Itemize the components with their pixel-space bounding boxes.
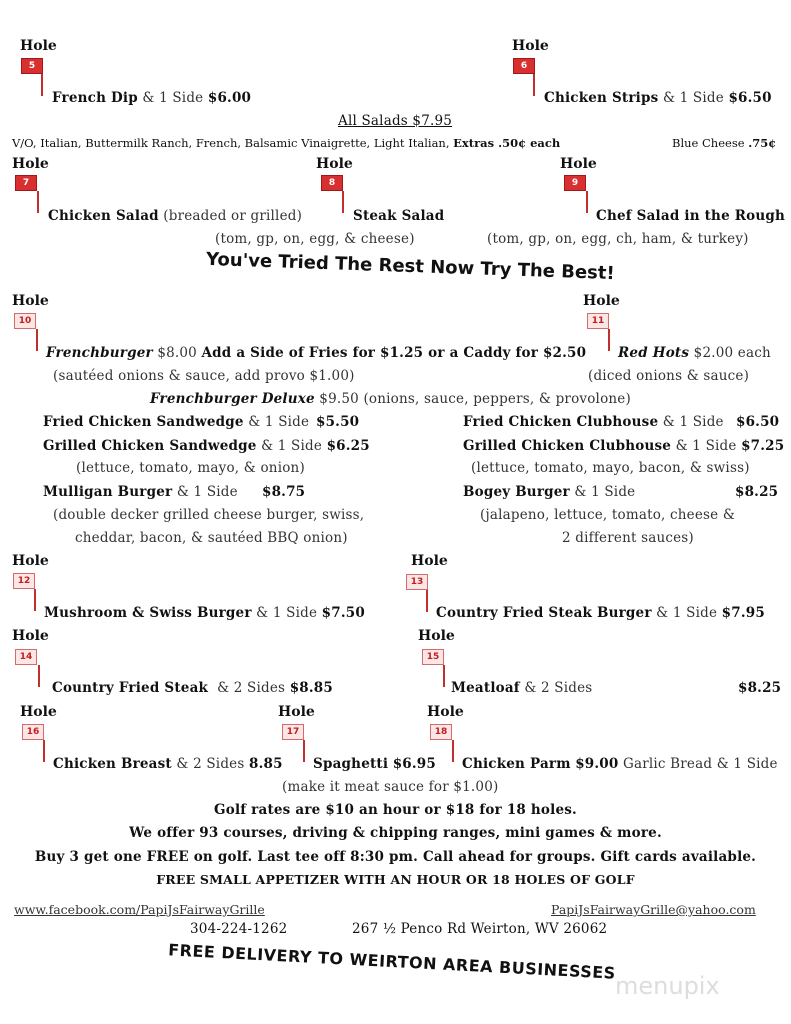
menu-item-fried-chicken-clubhouse: Fried Chicken Clubhouse & 1 Side xyxy=(463,414,724,430)
item-note: (lettuce, tomato, mayo, bacon, & swiss) xyxy=(471,460,750,476)
flag-pole-icon xyxy=(36,329,38,351)
item-note: 2 different sauces) xyxy=(562,530,694,546)
menu-item-chicken-salad: Chicken Salad (breaded or grilled) xyxy=(48,208,303,224)
menu-item-country-fried-steak: Country Fried Steak & 2 Sides $8.85 xyxy=(52,680,333,696)
hole-flag-icon: 14 xyxy=(15,649,37,665)
spaghetti-note: (make it meat sauce for $1.00) xyxy=(282,779,499,795)
item-price: $8.75 xyxy=(262,484,306,500)
hole-flag-icon: 8 xyxy=(321,175,343,191)
item-note: cheddar, bacon, & sautéed BBQ onion) xyxy=(75,530,348,546)
flag-pole-icon xyxy=(452,740,454,762)
hole-flag-icon: 15 xyxy=(422,649,444,665)
facebook-link[interactable]: www.facebook.com/PapiJsFairwayGrille xyxy=(14,902,265,917)
slogan: You've Tried The Rest Now Try The Best! xyxy=(205,248,615,285)
hole-label: Hole xyxy=(427,704,464,720)
hole-label: Hole xyxy=(411,553,448,569)
hole-flag-icon: 16 xyxy=(22,724,44,740)
menu-item-french-dip: French Dip & 1 Side $6.00 xyxy=(52,90,252,106)
info-line: Buy 3 get one FREE on golf. Last tee off 8:30 pm. Call ahead for groups. Gift cards available. xyxy=(34,849,757,865)
delivery-banner: FREE DELIVERY TO WEIRTON AREA BUSINESSES xyxy=(167,940,617,983)
chef-salad-note: (tom, gp, on, egg, ch, ham, & turkey) xyxy=(487,231,749,247)
hole-label: Hole xyxy=(278,704,315,720)
item-price: $6.50 xyxy=(736,414,780,430)
item-price: $8.25 xyxy=(738,680,782,696)
flag-pole-icon xyxy=(43,740,45,762)
flag-pole-icon xyxy=(34,589,36,611)
watermark-logo: menupix xyxy=(615,972,720,1000)
address: 267 ½ Penco Rd Weirton, WV 26062 xyxy=(352,921,608,937)
hole-label: Hole xyxy=(583,293,620,309)
menu-item-mulligan-burger: Mulligan Burger & 1 Side xyxy=(43,484,238,500)
hole-flag-icon: 9 xyxy=(564,175,586,191)
blue-cheese-price: Blue Cheese .75¢ xyxy=(672,136,777,150)
menu-item-frenchburger: Frenchburger $8.00 Add a Side of Fries for $1.25 or a Caddy for $2.50 xyxy=(46,345,587,361)
menu-item-bogey-burger: Bogey Burger & 1 Side xyxy=(463,484,636,500)
info-line: We offer 93 courses, driving & chipping ranges, mini games & more. xyxy=(129,825,662,841)
menu-item-chicken-parm: Chicken Parm $9.00 Garlic Bread & 1 Side xyxy=(462,756,778,772)
hole-label: Hole xyxy=(12,553,49,569)
hole-flag-icon: 6 xyxy=(513,58,535,74)
menu-item-chef-salad: Chef Salad in the Rough xyxy=(596,208,786,224)
hole-label: Hole xyxy=(20,704,57,720)
flag-pole-icon xyxy=(608,329,610,351)
flag-pole-icon xyxy=(37,191,39,213)
flag-pole-icon xyxy=(303,740,305,762)
salad-dressings: V/O, Italian, Buttermilk Ranch, French, Balsamic Vinaigrette, Light Italian, Extras .50¢ each xyxy=(12,136,561,150)
info-line: FREE SMALL APPETIZER WITH AN HOUR OR 18 HOLES OF GOLF xyxy=(156,872,635,887)
hole-flag-icon: 13 xyxy=(406,574,428,590)
hole-label: Hole xyxy=(316,156,353,172)
menu-item-grilled-chicken-sandwedge: Grilled Chicken Sandwedge & 1 Side $6.25 xyxy=(43,438,370,454)
item-price: $8.25 xyxy=(735,484,779,500)
flag-pole-icon xyxy=(533,74,535,96)
hole-label: Hole xyxy=(12,628,49,644)
hole-label: Hole xyxy=(512,38,549,54)
menu-item-meatloaf: Meatloaf & 2 Sides xyxy=(451,680,593,696)
hole-flag-icon: 12 xyxy=(13,573,35,589)
flag-pole-icon xyxy=(342,191,344,213)
hole-label: Hole xyxy=(12,156,49,172)
menu-item-fried-chicken-sandwedge: Fried Chicken Sandwedge & 1 Side xyxy=(43,414,310,430)
hole-label: Hole xyxy=(560,156,597,172)
hole-label: Hole xyxy=(12,293,49,309)
flag-pole-icon xyxy=(443,665,445,687)
hole-flag-icon: 11 xyxy=(587,313,609,329)
steak-salad-note: (tom, gp, on, egg, & cheese) xyxy=(215,231,415,247)
hole-label: Hole xyxy=(418,628,455,644)
red-hots-note: (diced onions & sauce) xyxy=(588,368,750,384)
menu-item-chicken-breast: Chicken Breast & 2 Sides 8.85 xyxy=(53,756,283,772)
menu-item-grilled-chicken-clubhouse: Grilled Chicken Clubhouse & 1 Side $7.25 xyxy=(463,438,785,454)
info-line: Golf rates are $10 an hour or $18 for 18 holes. xyxy=(214,802,577,818)
flag-pole-icon xyxy=(426,590,428,612)
hole-flag-icon: 18 xyxy=(430,724,452,740)
item-note: (lettuce, tomato, mayo, & onion) xyxy=(76,460,305,476)
menu-item-red-hots: Red Hots $2.00 each xyxy=(618,345,771,361)
frenchburger-note: (sautéed onions & sauce, add provo $1.00) xyxy=(53,368,355,384)
flag-pole-icon xyxy=(38,665,40,687)
menu-item-mushroom-swiss-burger: Mushroom & Swiss Burger & 1 Side $7.50 xyxy=(44,605,365,621)
flag-pole-icon xyxy=(586,191,588,213)
hole-flag-icon: 5 xyxy=(21,58,43,74)
menu-item-frenchburger-deluxe: Frenchburger Deluxe $9.50 (onions, sauce, peppers, & provolone) xyxy=(150,391,631,407)
hole-label: Hole xyxy=(20,38,57,54)
menu-item-country-fried-steak-burger: Country Fried Steak Burger & 1 Side $7.95 xyxy=(436,605,765,621)
salads-header: All Salads $7.95 xyxy=(338,113,453,129)
item-price: $5.50 xyxy=(316,414,360,430)
menu-item-steak-salad: Steak Salad xyxy=(353,208,445,224)
hole-flag-icon: 10 xyxy=(14,313,36,329)
hole-flag-icon: 17 xyxy=(282,724,304,740)
email-link[interactable]: PapiJsFairwayGrille@yahoo.com xyxy=(551,902,756,917)
menu-item-spaghetti: Spaghetti $6.95 xyxy=(313,756,436,772)
phone-number: 304-224-1262 xyxy=(190,921,288,937)
item-note: (jalapeno, lettuce, tomato, cheese & xyxy=(480,507,736,523)
hole-flag-icon: 7 xyxy=(15,175,37,191)
flag-pole-icon xyxy=(41,74,43,96)
item-note: (double decker grilled cheese burger, swiss, xyxy=(53,507,365,523)
menu-item-chicken-strips: Chicken Strips & 1 Side $6.50 xyxy=(544,90,772,106)
